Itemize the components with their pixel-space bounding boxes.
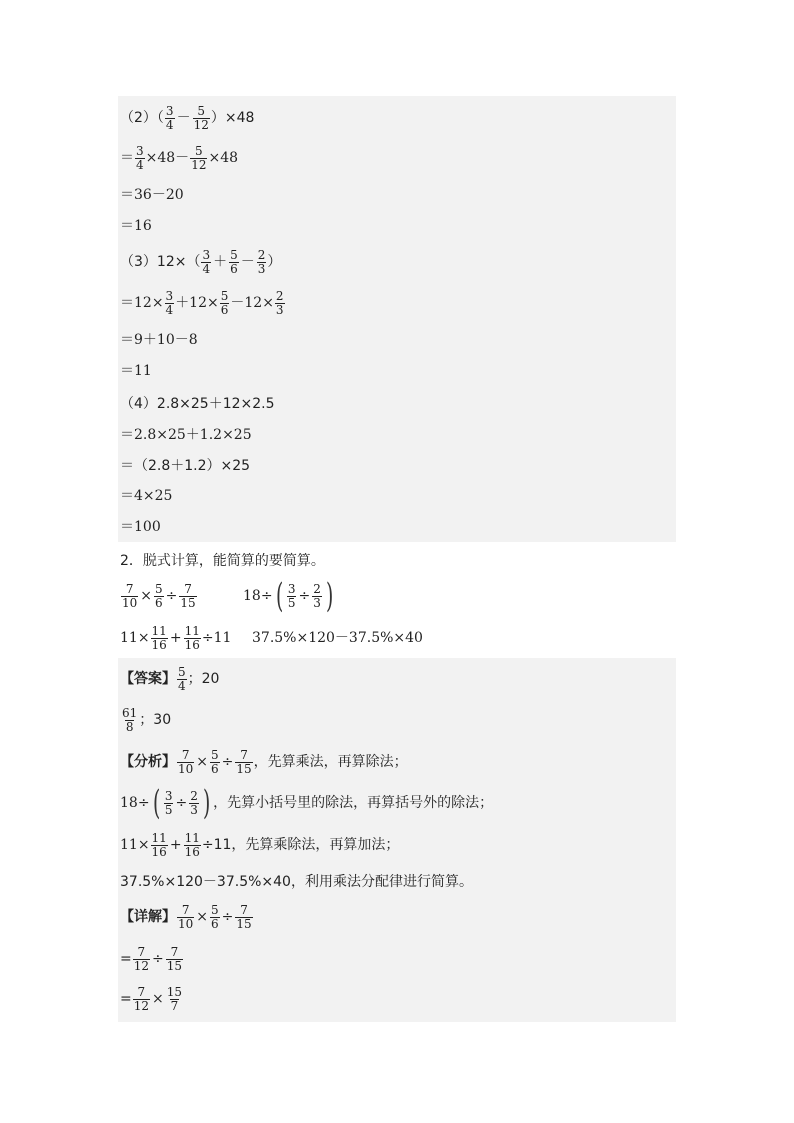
- analysis-text: ÷11，先算乘除法，再算加法；: [201, 837, 400, 853]
- fraction: [166, 986, 183, 1012]
- fraction: [133, 986, 150, 1012]
- right-paren-icon: ): [325, 576, 334, 616]
- numerator: 3: [287, 581, 296, 596]
- step4-line3: [120, 451, 250, 481]
- denominator: 16: [151, 637, 167, 652]
- analysis-line1: [120, 744, 408, 780]
- operator: ×: [196, 909, 209, 925]
- numerator: 7: [240, 902, 248, 917]
- analysis-text: 37.5%×120－37.5%×40，利用乘法分配律进行简算。: [120, 874, 473, 890]
- denominator: 3: [257, 261, 266, 276]
- numerator: 3: [165, 288, 174, 303]
- denominator: 12: [133, 998, 150, 1013]
- expression-part: 18÷: [120, 795, 150, 811]
- step3-line3: [120, 325, 198, 355]
- step3-line1: [120, 245, 281, 279]
- detail-tag: 【详解】: [120, 909, 176, 925]
- denominator: 16: [184, 637, 200, 652]
- numerator: 5: [197, 103, 206, 118]
- fraction: [312, 583, 322, 609]
- operator: ×: [152, 991, 164, 1007]
- equation-line: ＝36－20: [120, 187, 184, 203]
- detail-line1: [120, 899, 254, 935]
- fraction: [184, 625, 201, 651]
- step3-label: （3）12×（: [120, 254, 201, 270]
- numerator: 7: [184, 581, 192, 596]
- fraction: [220, 290, 230, 316]
- step4-line4: [120, 481, 172, 511]
- numerator: 7: [240, 747, 248, 762]
- denominator: 6: [211, 761, 219, 776]
- fraction: [177, 904, 194, 930]
- equals: =: [120, 991, 132, 1007]
- expression-part: 18÷: [243, 588, 273, 604]
- denominator: 8: [125, 719, 134, 734]
- denominator: 15: [180, 595, 196, 610]
- numerator: 7: [181, 902, 190, 917]
- fraction: [151, 625, 168, 651]
- fraction: [151, 832, 168, 858]
- operator: ÷: [152, 951, 164, 967]
- expression-tail: ÷11: [201, 630, 232, 646]
- answer-tag: 【答案】: [120, 671, 176, 687]
- operator: ÷: [221, 754, 234, 770]
- denominator: 12: [193, 117, 209, 132]
- left-paren-icon: (: [152, 783, 160, 823]
- analysis-line4: [120, 867, 473, 897]
- analysis-line2: [120, 784, 493, 822]
- denominator: 5: [164, 802, 173, 817]
- operator: +: [169, 837, 182, 853]
- step4-line5: [120, 512, 161, 542]
- expression-tail: ）: [267, 254, 282, 270]
- expression-middle: ×48－: [145, 150, 190, 166]
- numerator: 5: [178, 664, 186, 679]
- question-text: 2．脱式计算，能简算的要简算。: [120, 553, 325, 569]
- numerator: 5: [155, 581, 163, 596]
- denominator: 4: [202, 261, 211, 276]
- step4-label: （4）2.8×25＋12×2.5: [120, 396, 275, 412]
- denominator: 16: [151, 844, 167, 859]
- fraction: [210, 904, 220, 930]
- fraction: [190, 145, 207, 171]
- fraction: [229, 249, 239, 275]
- step3-line4: [120, 356, 152, 386]
- numerator: 7: [125, 581, 134, 596]
- answer-value: ；30: [139, 712, 172, 728]
- step4-line1: [120, 389, 275, 419]
- operator: ＋: [213, 254, 228, 270]
- operator: ÷: [298, 588, 311, 604]
- problem-1: [120, 578, 198, 614]
- numerator: 5: [220, 288, 229, 303]
- fraction: [189, 790, 199, 816]
- fraction: [177, 749, 194, 775]
- big-parentheses: [150, 783, 214, 823]
- left-paren-icon: (: [275, 576, 283, 616]
- denominator: 3: [275, 302, 284, 317]
- numerator: 11: [184, 830, 200, 845]
- operator: －: [176, 110, 191, 126]
- fraction: [287, 583, 297, 609]
- numerator: 2: [275, 288, 284, 303]
- right-paren-icon: ): [202, 783, 211, 823]
- denominator: 4: [178, 678, 186, 693]
- operator: +: [169, 630, 182, 646]
- problem-3: [120, 620, 231, 656]
- numerator: 7: [181, 747, 190, 762]
- step2-label: （2）（: [120, 110, 164, 126]
- answer-line2: [120, 703, 171, 737]
- numerator: 11: [151, 623, 167, 638]
- operator: ÷: [165, 588, 178, 604]
- numerator: 11: [184, 623, 200, 638]
- fraction: [257, 249, 267, 275]
- numerator: 7: [137, 944, 146, 959]
- fraction: [275, 290, 285, 316]
- denominator: 10: [178, 916, 194, 931]
- big-parentheses: [273, 576, 337, 616]
- numerator: 2: [190, 788, 198, 803]
- step2-line1: [120, 101, 254, 135]
- numerator: 7: [170, 944, 179, 959]
- equation-line: ＝16: [120, 218, 152, 234]
- denominator: 4: [136, 157, 144, 172]
- equation-line: ＝100: [120, 519, 161, 535]
- denominator: 7: [170, 998, 179, 1013]
- denominator: 16: [184, 844, 200, 859]
- analysis-tag: 【分析】: [120, 754, 176, 770]
- expression-tail: ）×48: [210, 110, 255, 126]
- operator: ÷: [221, 909, 234, 925]
- denominator: 3: [190, 802, 198, 817]
- expression-tail: ×48: [208, 150, 239, 166]
- expression-part: ＝12×: [120, 295, 164, 311]
- denominator: 6: [155, 595, 163, 610]
- step2-line4: [120, 211, 152, 241]
- equation-line: ＝9＋10－8: [120, 332, 198, 348]
- detail-line3: [120, 982, 184, 1016]
- numerator: 3: [165, 103, 174, 118]
- analysis-text: ，先算乘法，再算除法；: [253, 754, 408, 770]
- fraction: [166, 946, 183, 972]
- numerator: 2: [257, 247, 266, 262]
- numerator: 15: [166, 984, 183, 999]
- analysis-text: ，先算小括号里的除法，再算括号外的除法；: [213, 795, 494, 811]
- fraction: [133, 946, 150, 972]
- numerator: 3: [164, 788, 173, 803]
- fraction: [165, 290, 175, 316]
- operator: －: [240, 254, 255, 270]
- denominator: 10: [122, 595, 138, 610]
- problem-4: [252, 623, 423, 653]
- denominator: 6: [230, 261, 238, 276]
- fraction: [135, 145, 145, 171]
- denominator: 15: [236, 916, 252, 931]
- denominator: 3: [313, 595, 321, 610]
- numerator: 2: [313, 581, 321, 596]
- numerator: 7: [137, 984, 146, 999]
- fraction: [177, 666, 187, 692]
- denominator: 10: [178, 761, 194, 776]
- numerator: 5: [230, 247, 238, 262]
- equals: ＝: [120, 150, 134, 166]
- numerator: 61: [122, 705, 138, 720]
- denominator: 15: [166, 958, 183, 973]
- answer-line1: [120, 662, 219, 696]
- denominator: 4: [165, 302, 174, 317]
- fraction: [154, 583, 164, 609]
- answer-value: ；20: [187, 671, 220, 687]
- fraction: [121, 583, 138, 609]
- fraction: [201, 249, 211, 275]
- fraction: [121, 707, 138, 733]
- numerator: 3: [136, 143, 144, 158]
- fraction: [210, 749, 220, 775]
- numerator: 5: [211, 747, 219, 762]
- numerator: 5: [211, 902, 219, 917]
- fraction: [179, 583, 196, 609]
- numerator: 11: [151, 830, 167, 845]
- equation-line: ＝2.8×25＋1.2×25: [120, 427, 252, 443]
- equals: =: [120, 951, 132, 967]
- problem-2: [243, 578, 336, 614]
- denominator: 5: [287, 595, 296, 610]
- fraction: [184, 832, 201, 858]
- fraction: [164, 790, 174, 816]
- operator: ×: [140, 588, 153, 604]
- denominator: 15: [236, 761, 252, 776]
- question-heading: [120, 546, 325, 576]
- operator: ×: [196, 754, 209, 770]
- denominator: 4: [165, 117, 174, 132]
- expression-text: 37.5%×120－37.5%×40: [252, 630, 423, 646]
- equation-line: ＝4×25: [120, 488, 173, 504]
- operator: ÷: [175, 795, 188, 811]
- numerator: 5: [195, 143, 203, 158]
- fraction: [235, 749, 252, 775]
- fraction: [165, 105, 175, 131]
- expression-part: 11×: [120, 630, 150, 646]
- denominator: 12: [191, 157, 207, 172]
- equation-line: ＝（2.8＋1.2）×25: [120, 458, 251, 474]
- numerator: 3: [202, 247, 211, 262]
- denominator: 6: [220, 302, 229, 317]
- detail-line2: [120, 942, 184, 976]
- denominator: 6: [211, 916, 219, 931]
- expression-part: 11×: [120, 837, 150, 853]
- equation-line: ＝11: [120, 363, 152, 379]
- denominator: 12: [133, 958, 150, 973]
- analysis-line3: [120, 827, 399, 863]
- step4-line2: [120, 420, 252, 450]
- step2-line3: [120, 180, 184, 210]
- expression-part: －12×: [230, 295, 274, 311]
- fraction: [193, 105, 210, 131]
- fraction: [235, 904, 252, 930]
- step2-line2: [120, 141, 238, 175]
- step3-line2: [120, 286, 286, 320]
- expression-part: ＋12×: [175, 295, 219, 311]
